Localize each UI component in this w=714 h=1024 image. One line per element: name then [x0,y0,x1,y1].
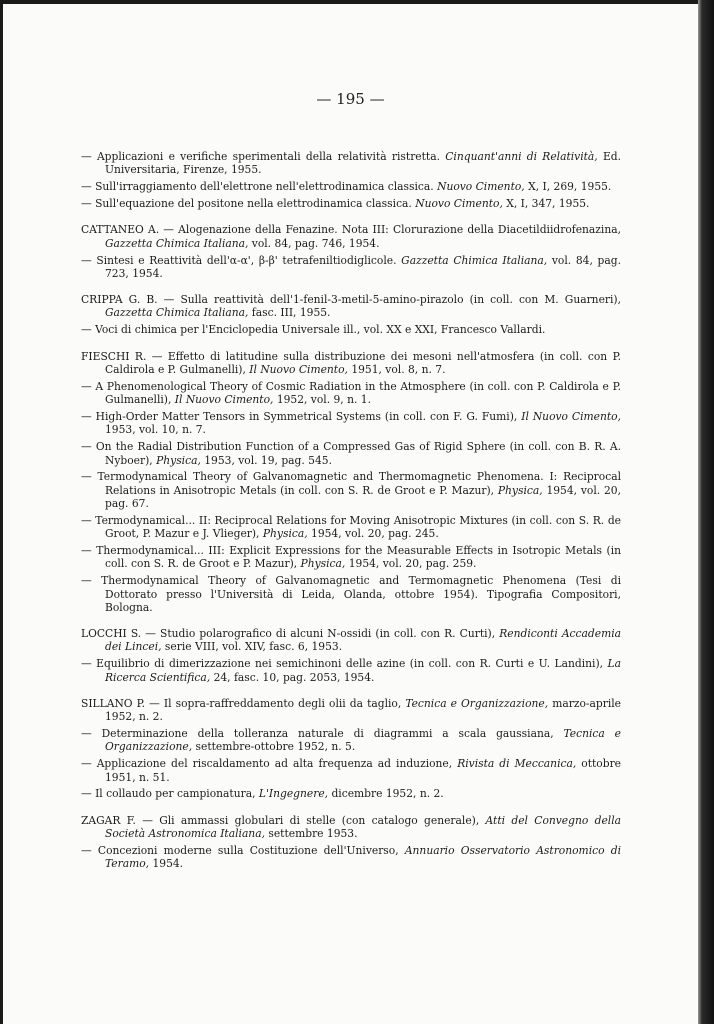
entry-venue: Physica, [300,557,346,571]
entry-title: — Studio polarografico di alcuni N-ossidi (in coll. con R. Curti), [141,627,500,641]
entry-title: — Termodynamical... II: Reciprocal Relations for Moving Anisotropic Mixtures (in coll. con S. R. de Groot, P. Mazur e J. Vlieger), [81,513,621,541]
entry-author: ZAGAR F. [81,813,136,827]
entry-title: — Thermodynamical... III: Explicit Expressions for the Measurable Effects in Isotropic Metals (in coll. con S. R. de Groot e P. Mazur), [81,544,621,571]
entry-title: — Gli ammassi globulari di stelle (con catalogo generale), [135,813,486,827]
entry-details: fasc. III, 1955. [248,306,331,320]
book-spine-edge [698,0,714,1024]
entry-title: — Sintesi e Reattività dell'α-α', β-β' tetrafeniltiodiglicole. [81,253,402,267]
entry-title: — Il collaudo per campionatura, [81,787,259,801]
bibliography-entry [81,787,621,800]
bibliography-entry [81,323,621,336]
entry-details: 1951, vol. 8, n. 7. [347,362,446,376]
entry-details: 24, fasc. 10, pag. 2053, 1954. [210,670,375,684]
entry-details: 1952, vol. 9, n. 1. [273,393,371,407]
entry-details: X, I, 347, 1955. [502,197,590,211]
bibliography-entry [81,657,621,684]
entry-title: — On the Radial Distribution Function of a Compressed Gas of Rigid Sphere (in coll. con B. R. A. Nyboer), [81,440,621,467]
entry-author: SILLANO P. [81,696,146,710]
entry-details: X, I, 269, 1955. [524,180,612,194]
entry-title: — High-Order Matter Tensors in Symmetrical Systems (in coll. con F. G. Fumi), [81,410,522,424]
author-group [81,293,621,336]
bibliography-entry [81,223,621,250]
entry-venue: Annuario Osservatorio Astronomico di Teramo, [105,843,621,871]
entry-venue: Gazzetta Chimica Italiana, [105,306,249,320]
entry-details: dicembre 1952, n. 2. [328,787,444,801]
entry-title: — Thermodynamical Theory of Galvanomagnetic and Termomagnetic Phenomena (Tesi di Dottorato presso l'Università di Leida, Olanda, ottobre 1954). Tipografia Compositori, Bologna. [81,574,621,614]
author-group [81,223,621,280]
entry-title: — Determinazione della tolleranza naturale di diagrammi a scala gaussiana, [81,727,564,741]
bibliography-entry [81,254,621,281]
entry-details: 1953, vol. 10, n. 7. [105,423,206,437]
entry-venue: Physica, [497,483,543,497]
bibliography-entry [81,757,621,784]
entry-venue: Nuovo Cimento, [415,197,503,211]
entry-venue: L'Ingegnere, [258,787,329,801]
entry-author: FIESCHI R. [81,349,147,363]
entry-details: Ed. Universitaria, Firenze, 1955. [105,150,621,177]
entry-details: vol. 84, pag. 723, 1954. [105,253,621,280]
entry-venue: Cinquant'anni di Relatività, [445,150,598,163]
entry-author: CRIPPA G. B. [81,293,158,307]
entry-venue: La Ricerca Scientifica, [105,657,621,684]
entry-author: CATTANEO A. [81,223,160,237]
entry-title: — Sull'equazione del positone nella elettrodinamica classica. [81,197,416,211]
entry-details: 1954, vol. 20, pag. 245. [307,527,439,541]
entry-venue: Atti del Convegno della Società Astronomica Italiana, [105,813,621,841]
entry-details: marzo-aprile 1952, n. 2. [105,696,621,724]
bibliography-entry [81,380,621,407]
entry-venue: Gazzetta Chimica Italiana, [401,253,548,267]
author-group [81,627,621,684]
bibliography-entry [81,150,621,177]
bibliography-entry [81,844,621,871]
entry-details: settembre-ottobre 1952, n. 5. [192,740,356,754]
bibliography-entry [81,627,621,654]
entry-title: — A Phenomenological Theory of Cosmic Radiation in the Atmosphere (in coll. con P. Caldirola e P. Gulmanelli), [81,379,621,407]
bibliography-entry [81,180,621,193]
bibliography-entry [81,727,621,754]
author-group [81,697,621,801]
entry-title: — Alogenazione della Fenazine. Nota III: Clorurazione della Diacetildiidrofenazina, [159,223,621,237]
entry-details: 1954, vol. 20, pag. 67. [105,483,621,510]
page-number: — 195 — [316,90,385,108]
entry-title: — Applicazione del riscaldamento ad alta frequenza ad induzione, [81,757,458,771]
entry-title: — Voci di chimica per l'Enciclopedia Universale ill., vol. XX e XXI, Francesco Vallardi. [81,323,546,337]
entry-venue: Il Nuovo Cimento, [521,410,621,424]
entry-details: ottobre 1951, n. 51. [105,757,622,784]
entry-title: — Effetto di latitudine sulla distribuzione dei mesoni nell'atmosfera (in coll. con P. Caldirola e P. Gulmanelli), [105,349,621,376]
bibliography-entry [81,544,621,571]
entry-venue: Rendiconti Accademia dei Lincei, [105,627,621,654]
bibliography-list [81,150,621,874]
entry-details: 1953, vol. 19, pag. 545. [200,453,332,467]
entry-title: — Termodynamical Theory of Galvanomagnetic and Thermomagnetic Phenomena. I: Reciprocal Relations in Anisotropic Metals (in coll. con S. R. de Groot e P. Mazur), [81,470,621,497]
author-group [81,814,621,871]
entry-title: — Sulla reattività dell'1-fenil-3-metil-5-amino-pirazolo (in coll. con M. Guarneri), [157,293,621,307]
entry-venue: Tecnica e Organizzazione, [405,696,549,710]
entry-details: serie VIII, vol. XIV, fasc. 6, 1953. [161,640,343,654]
bibliography-entry [81,350,621,377]
entry-venue: Tecnica e Organizzazione, [105,727,621,754]
bibliography-entry [81,470,621,510]
author-group [81,150,621,210]
entry-venue: Il Nuovo Cimento, [249,362,348,376]
entry-venue: Gazzetta Chimica Italiana, [105,236,249,250]
bibliography-entry [81,814,621,841]
entry-venue: Physica, [156,453,201,467]
entry-title: — Sull'irraggiamento dell'elettrone nell'elettrodinamica classica. [81,180,438,194]
bibliography-entry [81,697,621,724]
entry-title: — Applicazioni e verifiche sperimentali della relatività ristretta. [81,150,446,163]
entry-author: LOCCHI S. [81,627,142,641]
entry-details: 1954. [149,857,184,871]
entry-title: — Il sopra-raffreddamento degli olii da taglio, [145,696,406,710]
bibliography-entry [81,197,621,210]
entry-details: settembre 1953. [264,827,358,841]
entry-details: vol. 84, pag. 746, 1954. [248,236,380,250]
bibliography-entry [81,440,621,467]
entry-details: 1954, vol. 20, pag. 259. [345,557,477,571]
bibliography-entry [81,410,621,437]
entry-title: — Concezioni moderne sulla Costituzione dell'Universo, [81,843,405,857]
bibliography-entry [81,514,621,541]
author-group [81,350,621,615]
entry-venue: Physica, [262,527,308,541]
entry-venue: Rivista di Meccanica, [457,757,577,771]
bibliography-entry [81,293,621,320]
bibliography-entry [81,574,621,614]
entry-venue: Nuovo Cimento, [437,180,525,194]
entry-venue: Il Nuovo Cimento, [174,393,274,407]
entry-title: — Equilibrio di dimerizzazione nei semichinoni delle azine (in coll. con R. Curti e U. Landini), [81,657,608,671]
